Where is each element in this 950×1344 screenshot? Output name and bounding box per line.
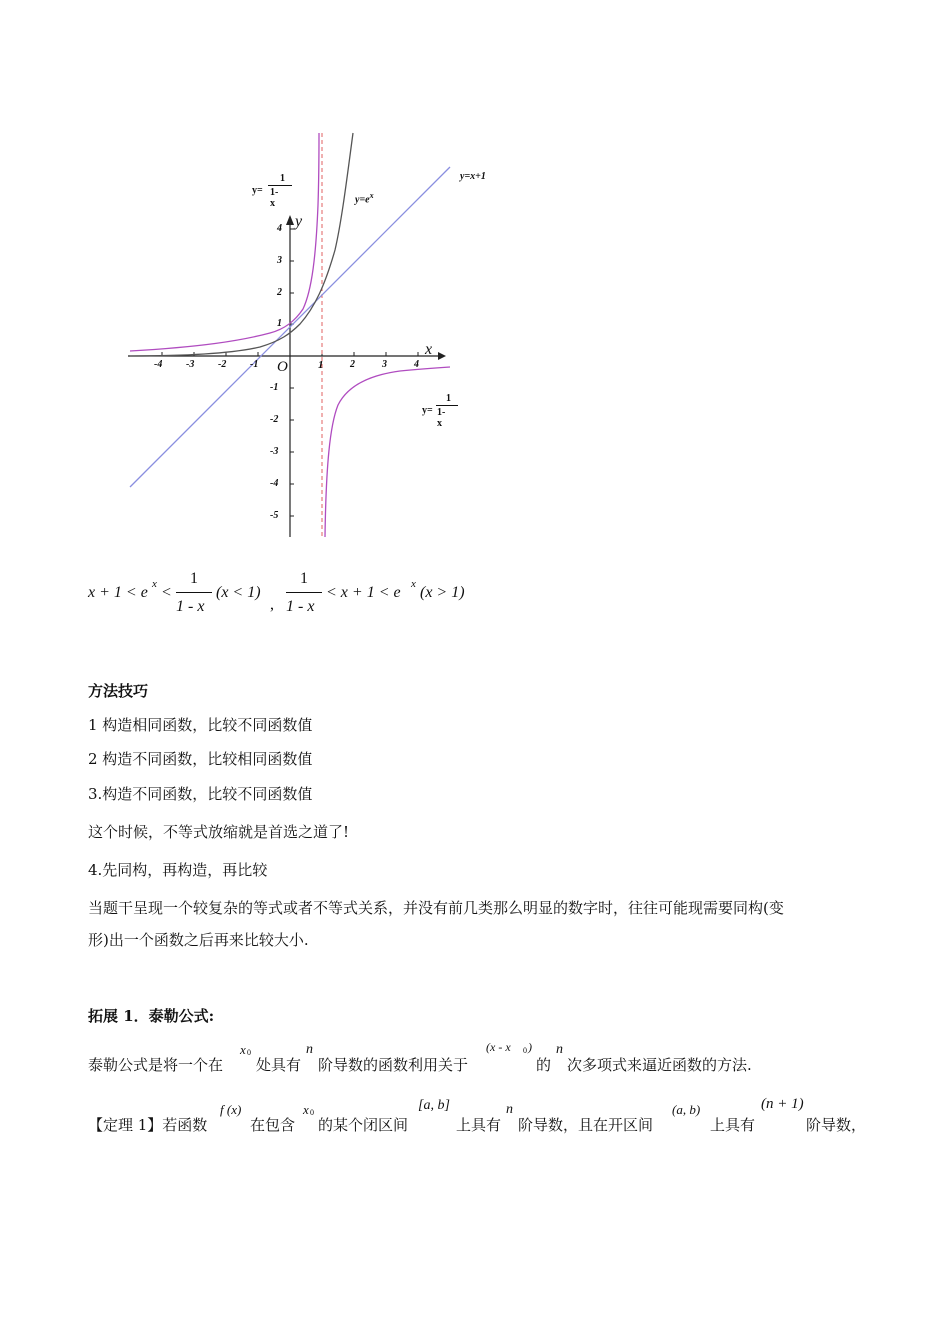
taylor-p2-text-f: 上具有 <box>710 1116 756 1134</box>
taylor-p1-paren: (x - x <box>486 1040 511 1054</box>
taylor-p1-paren-close: ) <box>528 1040 532 1054</box>
methods-item-1: 1 构造相同函数，比较不同函数值 <box>88 716 313 734</box>
x-tick-label: -3 <box>186 359 195 370</box>
y-tick-label: 2 <box>277 287 282 298</box>
x-tick-label: -1 <box>250 359 259 370</box>
formula-right: < x + 1 < e <box>326 584 401 601</box>
exp-curve <box>130 133 353 356</box>
taylor-heading: 拓展 1．泰勒公式: <box>88 1007 215 1025</box>
formula-cond2: (x > 1) <box>420 584 465 601</box>
formula-frac-bar <box>176 592 212 593</box>
taylor-p2-text-d: 上具有 <box>456 1116 502 1134</box>
recip-curve-right <box>325 367 450 537</box>
x-tick-label: 4 <box>414 359 419 370</box>
y-tick-label: -2 <box>270 414 279 425</box>
formula-left-sup: x <box>152 578 157 590</box>
x-axis-arrow <box>438 352 446 360</box>
graph-svg <box>120 125 510 545</box>
taylor-p2-n: n <box>506 1102 513 1117</box>
taylor-p1-n2: n <box>556 1042 563 1057</box>
taylor-p1-text-e: 次多项式来逼近函数的方法. <box>567 1056 752 1074</box>
formula-frac2-num: 1 <box>300 570 308 587</box>
y-axis-arrow <box>286 215 294 225</box>
recip-curve-left <box>130 133 319 351</box>
formula-frac2-bar <box>286 592 322 593</box>
taylor-paragraph-1 <box>0 1036 950 1086</box>
formula-cond1: (x < 1) <box>216 584 261 601</box>
methods-heading: 方法技巧 <box>88 682 149 700</box>
y-tick-label: 4 <box>277 223 282 234</box>
x-tick-label: 1 <box>318 359 324 371</box>
x-tick-label: -2 <box>218 359 227 370</box>
formula-comma: , <box>270 596 274 613</box>
x-tick-label: -4 <box>154 359 163 370</box>
taylor-p2-x0-sub: 0 <box>310 1108 314 1117</box>
taylor-p2-n1: (n + 1) <box>761 1096 804 1112</box>
x-tick-label: 3 <box>382 359 387 370</box>
taylor-p1-text-d: 的 <box>536 1056 552 1074</box>
function-graph: y= 1 1-x $y=e^x$ y=x+1 y= 1 1-x x y O -4 -3 -2 -1 1 2 3 4 4 3 2 1 -1 -2 -3 -4 -5 <box>120 125 510 545</box>
taylor-p1-paren-sub: 0 <box>523 1046 527 1055</box>
taylor-p2-x0: x <box>303 1102 309 1117</box>
formula-left: x + 1 < e <box>88 584 148 601</box>
y-ticks <box>290 229 294 516</box>
formula-lt: < <box>162 584 172 601</box>
taylor-p2-ab: [a, b] <box>418 1098 450 1113</box>
taylor-p2-fx: f (x) <box>220 1102 242 1117</box>
taylor-p2-text-c: 的某个闭区间 <box>318 1116 409 1134</box>
methods-para-line1: 当题干呈现一个较复杂的等式或者不等式关系，并没有前几类那么明显的数字时，往往可能现需要同构(变 <box>88 899 784 917</box>
formula-frac-den: 1 - x <box>176 598 205 615</box>
taylor-p2-text-e: 阶导数，且在开区间 <box>518 1116 654 1134</box>
taylor-p1-text-a: 泰勒公式是将一个在 <box>88 1056 224 1074</box>
taylor-p2-ab2: (a, b) <box>672 1102 701 1117</box>
taylor-p1-n: n <box>306 1042 313 1057</box>
methods-note: 这个时候，不等式放缩就是首选之道了! <box>88 823 350 841</box>
taylor-p2-text-g: 阶导数， <box>806 1116 867 1134</box>
y-tick-label: -5 <box>270 510 279 521</box>
taylor-p1-text-b: 处具有 <box>256 1056 302 1074</box>
y-tick-label: -1 <box>270 382 279 393</box>
y-tick-label: 3 <box>277 255 282 266</box>
x-tick-label: 2 <box>350 359 355 370</box>
label-exp: $y=e^x$ <box>355 191 374 206</box>
y-tick-label: 1 <box>277 318 282 329</box>
y-tick-label: -3 <box>270 446 279 457</box>
formula-frac-num: 1 <box>190 570 198 587</box>
methods-para-line2: 形)出一个函数之后再来比较大小. <box>88 931 309 949</box>
taylor-p2-text-b: 在包含 <box>250 1116 296 1134</box>
methods-item-4: 4.先同构，再构造，再比较 <box>88 861 268 879</box>
methods-item-3: 3.构造不同函数，比较不同函数值 <box>88 785 313 803</box>
taylor-p2-text-a: 【定理 1】若函数 <box>88 1116 208 1134</box>
methods-item-2: 2 构造不同函数，比较相同函数值 <box>88 750 313 768</box>
y-axis-label: y <box>295 213 303 230</box>
y-tick-label: -4 <box>270 478 279 489</box>
taylor-p1-x0: x <box>240 1042 246 1057</box>
formula-frac2-den: 1 - x <box>286 598 315 615</box>
inequality-formula <box>88 566 508 626</box>
formula-right-sup: x <box>411 578 416 590</box>
taylor-p1-text-c: 阶导数的函数利用关于 <box>318 1056 469 1074</box>
taylor-paragraph-2 <box>0 1096 950 1146</box>
taylor-p1-x0-sub: 0 <box>247 1048 251 1057</box>
origin-label: O <box>277 359 288 375</box>
label-line: y=x+1 <box>460 171 486 182</box>
x-axis-label: x <box>425 341 433 358</box>
